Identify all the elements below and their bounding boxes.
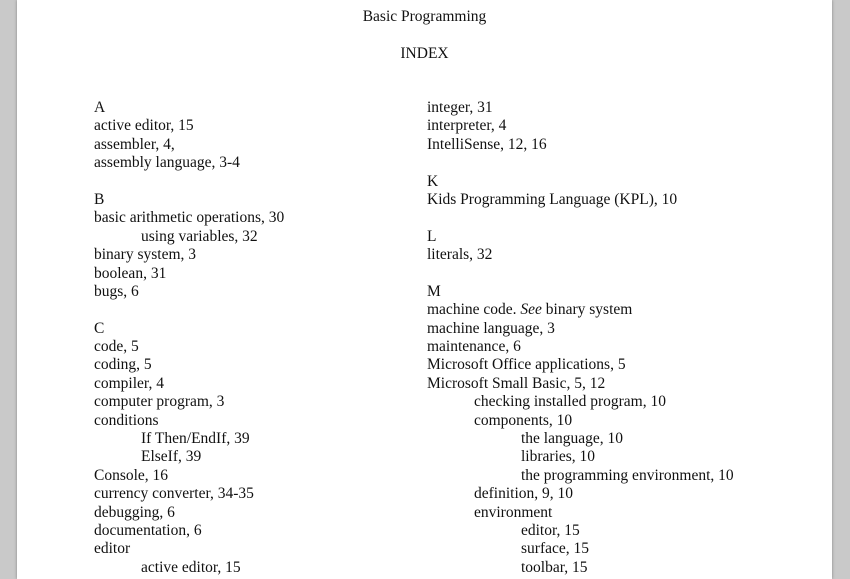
index-gap: [94, 173, 414, 191]
index-subentry: using variables, 32: [141, 227, 258, 245]
index-entry: compiler, 4: [94, 374, 164, 392]
index-entry: assembler, 4,: [94, 135, 175, 153]
index-letter-heading: C: [94, 319, 105, 337]
index-gap: [94, 301, 414, 319]
index-letter-heading: L: [427, 227, 437, 245]
index-subentry: environment: [474, 503, 553, 521]
index-column-left: [94, 99, 414, 577]
index-entry: editor: [94, 540, 131, 558]
running-header: Basic Programming: [362, 8, 487, 25]
index-gap: [427, 265, 827, 283]
index-subentry: editor, 15: [521, 521, 580, 539]
index-entry: debugging, 6: [94, 503, 175, 521]
index-entry: documentation, 6: [94, 521, 202, 539]
index-entry: bugs, 6: [94, 282, 139, 300]
index-entry: integer, 31: [427, 99, 493, 116]
index-subentry: toolbar, 15: [521, 558, 588, 576]
index-entry: literals, 32: [427, 246, 493, 264]
index-subentry: components, 10: [474, 411, 573, 429]
index-entry: assembly language, 3-4: [94, 154, 240, 172]
index-subentry: If Then/EndIf, 39: [141, 430, 250, 448]
index-entry: boolean, 31: [94, 264, 167, 282]
see-reference: See: [520, 301, 542, 319]
document-page: [17, 0, 832, 579]
index-entry: active editor, 15: [94, 117, 194, 135]
index-entry: Kids Programming Language (KPL), 10: [427, 190, 678, 208]
index-entry: binary system, 3: [94, 246, 197, 264]
index-entry: computer program, 3: [94, 393, 225, 411]
index-entry: interpreter, 4: [427, 117, 507, 135]
index-column-right: [427, 99, 827, 577]
index-entry: Microsoft Office applications, 5: [427, 356, 626, 374]
index-gap: [427, 209, 827, 227]
index-subentry: definition, 9, 10: [474, 485, 574, 503]
index-subentry: libraries, 10: [521, 448, 596, 466]
index-entry: IntelliSense, 12, 16: [427, 135, 547, 153]
index-entry: currency converter, 34-35: [94, 485, 254, 503]
index-subentry: checking installed program, 10: [474, 393, 666, 411]
index-letter-heading: K: [427, 172, 439, 190]
index-entry: basic arithmetic operations, 30: [94, 209, 285, 227]
index-subentry: surface, 15: [521, 540, 589, 558]
index-entry: machine code. See binary system: [427, 301, 633, 319]
index-subentry: the language, 10: [521, 430, 624, 448]
index-gap: [427, 154, 827, 172]
index-entry: code, 5: [94, 338, 139, 356]
index-letter-heading: M: [427, 282, 441, 300]
index-entry: Microsoft Small Basic, 5, 12: [427, 374, 606, 392]
index-entry: Console, 16: [94, 466, 169, 484]
index-subentry: active editor, 15: [141, 558, 241, 576]
index-letter-heading: A: [94, 99, 106, 116]
index-subentry: the programming environment, 10: [521, 466, 734, 484]
index-entry: conditions: [94, 411, 159, 429]
index-title: INDEX: [400, 45, 449, 62]
index-entry: machine language, 3: [427, 319, 555, 337]
index-subentry: ElseIf, 39: [141, 448, 202, 466]
index-entry: coding, 5: [94, 356, 152, 374]
index-entry: maintenance, 6: [427, 338, 521, 356]
index-letter-heading: B: [94, 190, 105, 208]
